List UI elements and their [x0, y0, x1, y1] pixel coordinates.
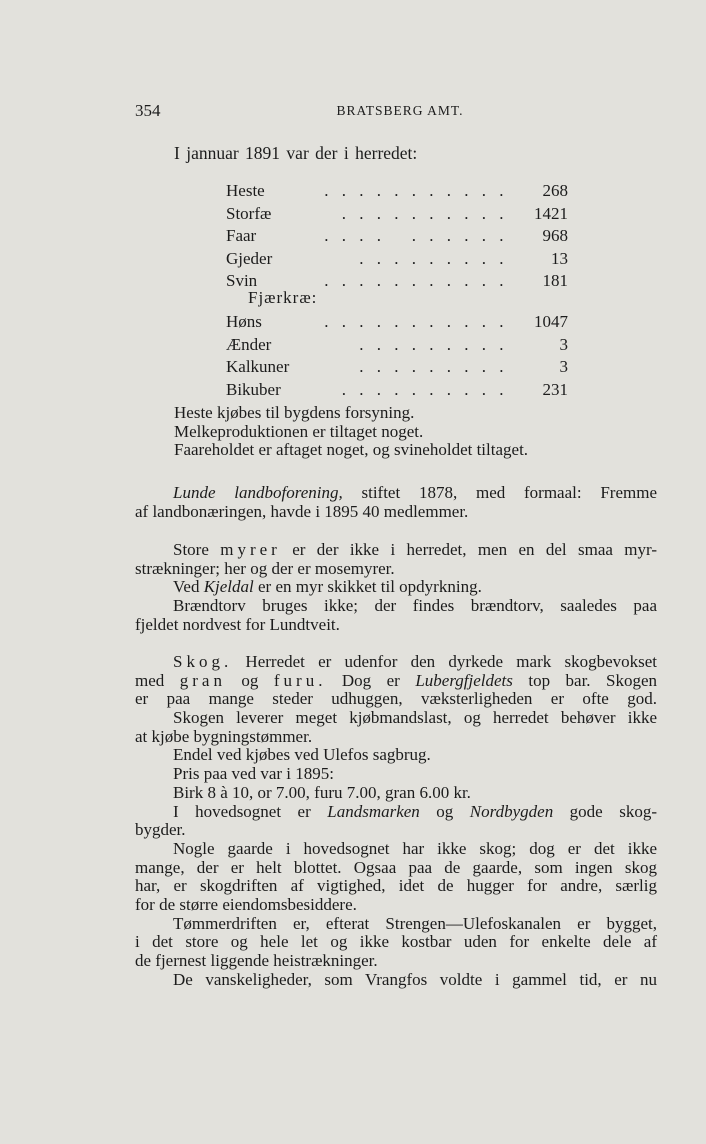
text-line: for de større eiendomsbesiddere.	[135, 894, 357, 914]
text-line	[135, 672, 657, 691]
text-line: Skogen leverer meget kjøbmandslast, og herredet behøver ikke	[173, 708, 657, 728]
section-heading: Skog.	[173, 652, 233, 671]
row-value: 3	[559, 334, 568, 354]
intro-sentence: I jannuar 1891 var der i herredet:	[174, 143, 418, 163]
place-name: Lubergfjeldets	[415, 670, 513, 690]
place-name: Landsmarken	[327, 801, 420, 821]
table-row	[226, 334, 568, 357]
text-line: i det store og hele let og ikke kostbar uden for enkelte dele af	[135, 932, 657, 952]
text-line: Brændtorv bruges ikke; der findes brændtorv, saaledes paa	[173, 596, 657, 616]
text-span: Herredet er udenfor den dyrkede mark skogbevokset	[232, 652, 657, 671]
text-line	[135, 484, 657, 503]
row-value: 268	[542, 181, 568, 200]
text-line: Endel ved kjøbes ved Ulefos sagbrug.	[173, 745, 431, 765]
text-span: top bar. Skogen	[512, 670, 658, 690]
page-header	[135, 101, 655, 123]
text-line	[135, 541, 657, 560]
text-line	[135, 578, 657, 597]
leader-dots: . . . . . . . . . .	[341, 379, 508, 399]
poultry-heading: Fjærkræ:	[248, 288, 318, 307]
leader-dots: . . . . . . . . . .	[341, 203, 508, 223]
table-row	[226, 356, 568, 379]
note-line: Heste kjøbes til bygdens forsyning.	[174, 403, 415, 422]
place-name: Nordbygden	[469, 801, 554, 821]
text-span: Ved	[173, 577, 204, 597]
text-line: Birk 8 à 10, or 7.00, furu 7.00, gran 6.00 kr.	[173, 782, 471, 802]
text-span: og	[419, 801, 470, 821]
leader-dots: . . . . . . . . . .	[324, 226, 508, 246]
leader-dots: . . . . . . . . . . .	[324, 181, 508, 200]
row-value: 181	[542, 271, 568, 291]
row-value: 13	[551, 248, 568, 268]
text-span: og	[225, 670, 274, 690]
row-label: Ænder	[226, 334, 272, 354]
text-line: Tømmerdriften er, efterat Strengen—Ulefoskanalen er bygget,	[173, 913, 657, 933]
text-line	[135, 803, 657, 822]
table-row	[226, 203, 568, 226]
text-line: strækninger; her og der er mosemyrer.	[135, 558, 395, 578]
text-line: Pris paa ved var i 1895:	[173, 764, 334, 784]
row-label: Svin	[226, 271, 258, 291]
row-value: 1047	[534, 312, 568, 331]
table-row	[226, 180, 568, 203]
text-line: Nogle gaarde i hovedsognet har ikke skog; dog er det ikke	[173, 838, 657, 858]
row-label: Kalkuner	[226, 357, 290, 377]
text-line: mange, der er helt blottet. Ogsaa paa de gaarde, som ingen skog	[135, 857, 657, 877]
page-number: 354	[135, 101, 161, 120]
skog-paragraph	[135, 653, 657, 989]
text-span: Dog er	[326, 670, 416, 690]
text-span: er en myr skikket til opdyrkning.	[253, 577, 482, 597]
row-value: 231	[542, 379, 568, 399]
text-span: gode skog-	[553, 801, 657, 821]
text-line: at kjøbe bygningstømmer.	[135, 726, 313, 746]
table-row	[226, 379, 568, 402]
text-span: Store	[173, 540, 221, 559]
leader-dots: . . . . . . . . . . .	[324, 271, 508, 291]
text-line: De vanskeligheder, som Vrangfos voldte i gammel tid, er nu	[173, 969, 657, 989]
spaced-term: furu.	[273, 670, 327, 690]
forening-paragraph	[135, 484, 657, 521]
table-row	[226, 311, 568, 334]
text-span: med	[135, 670, 180, 690]
text-line: de fjernest liggende heistrækninger.	[135, 951, 378, 970]
leader-dots: . . . . . . . . . . .	[324, 312, 508, 331]
table-row	[226, 225, 568, 248]
leader-dots: . . . . . . . . .	[359, 334, 508, 354]
text-line: har, er skogdriften af vigtighed, idet de hugger for andre, særlig	[135, 876, 657, 896]
myrer-paragraph	[135, 541, 657, 634]
text-line	[135, 653, 657, 672]
row-label: Bikuber	[226, 379, 281, 399]
leader-dots: . . . . . . . . .	[359, 248, 508, 268]
text-line: fjeldet nordvest for Lundtveit.	[135, 614, 340, 634]
row-label: Faar	[226, 226, 257, 246]
note-line: Melkeproduktionen er tiltaget noget.	[174, 421, 424, 441]
text-span: I hovedsognet er	[173, 801, 328, 821]
running-title: BRATSBERG AMT.	[336, 103, 464, 118]
text-span: er der ikke i herredet, men en del smaa myr-	[280, 540, 657, 559]
text-line: bygder.	[135, 820, 186, 840]
text-line: af landbonæringen, havde i 1895 40 medlemmer.	[135, 501, 469, 521]
row-value: 3	[559, 357, 568, 377]
text-span: stiftet 1878, med formaal: Fremme	[342, 483, 658, 502]
text-line: er paa mange steder udhuggen, væksterligheden er ofte god.	[135, 689, 657, 709]
leader-dots: . . . . . . . . .	[359, 357, 508, 377]
notes-block	[174, 404, 604, 460]
spaced-term: gran	[179, 670, 226, 690]
association-name: Lunde landboforening,	[173, 483, 343, 502]
spaced-term: myrer	[220, 540, 281, 559]
row-label: Storfæ	[226, 203, 272, 223]
row-value: 968	[542, 226, 568, 246]
livestock-table	[226, 180, 568, 293]
row-value: 1421	[534, 203, 568, 223]
table-row	[226, 248, 568, 271]
row-label: Høns	[226, 312, 262, 331]
row-label: Gjeder	[226, 248, 273, 268]
poultry-table	[226, 311, 568, 401]
row-label: Heste	[226, 181, 265, 200]
note-line: Faareholdet er aftaget noget, og svineholdet tiltaget.	[174, 440, 529, 460]
place-name: Kjeldal	[203, 577, 254, 597]
